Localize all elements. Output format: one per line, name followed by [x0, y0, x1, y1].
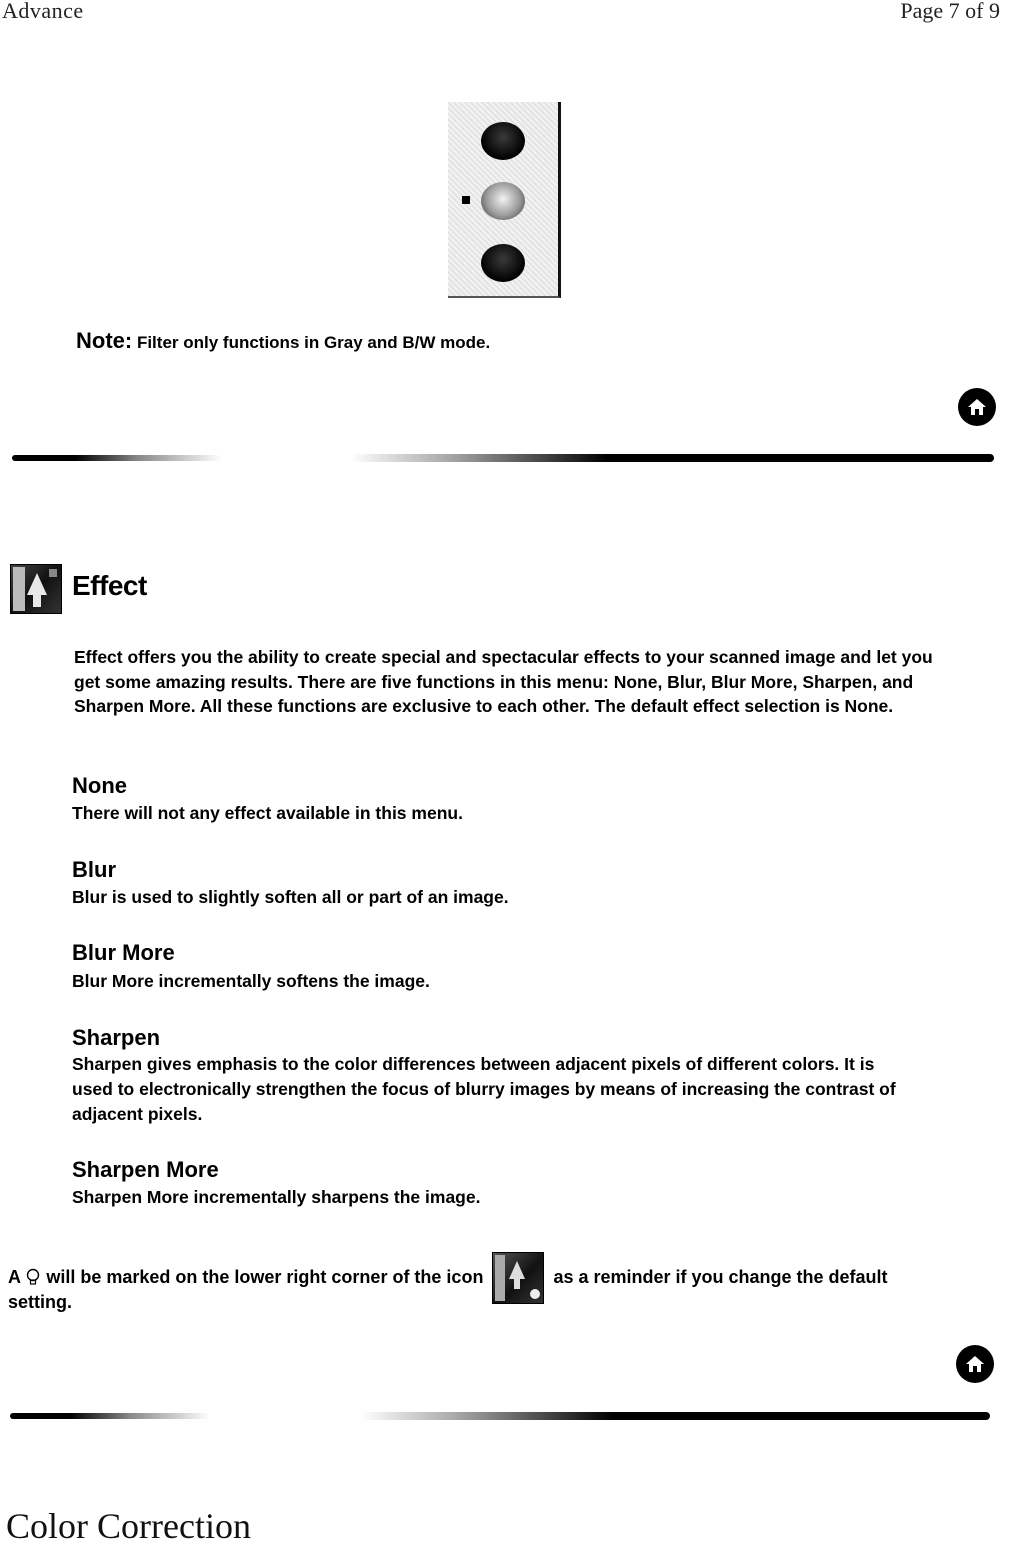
divider-left: [12, 455, 222, 461]
note-label: Note:: [76, 328, 133, 353]
effect-icon: [10, 564, 62, 614]
filter-knob-image: [448, 102, 561, 298]
divider-right: [360, 1412, 990, 1420]
note-text: Filter only functions in Gray and B/W mode.: [136, 333, 491, 352]
heading-sharpen-more: Sharpen More: [72, 1157, 219, 1182]
knob-icon: [481, 182, 525, 220]
home-icon[interactable]: [956, 1345, 994, 1383]
home-glyph-icon: [965, 395, 989, 419]
filter-note: [76, 328, 490, 354]
text-blur: Blur is used to slightly soften all or part of an image.: [72, 887, 509, 907]
divider-left: [10, 1413, 210, 1419]
text-sharpen: Sharpen gives emphasis to the color differences between adjacent pixels of different colors. It is used to electronically strengthen the focus of blurry images by means of increasing the contrast of adjacent pixels.: [72, 1054, 896, 1124]
heading-blur-more: Blur More: [72, 940, 175, 965]
home-icon[interactable]: [958, 388, 996, 426]
reminder-text: [8, 1252, 888, 1304]
home-glyph-icon: [963, 1352, 987, 1376]
effect-glyph-icon: [11, 565, 61, 613]
reminder-continued: setting.: [8, 1292, 73, 1312]
header-title: Advance: [2, 0, 84, 23]
lightbulb-icon: [25, 1268, 41, 1286]
effect-intro: Effect offers you the ability to create special and spectacular effects to your scanned image and let you get some amazing results. There are five functions in this menu: None, Blur, Blur More, Sharpen, and Sharpen More. All these functions are exclusive to each other. The default effect selection is None.: [74, 647, 933, 716]
reminder-prefix: A: [8, 1266, 21, 1287]
knob-icon: [481, 244, 525, 282]
heading-blur: Blur: [72, 857, 116, 882]
heading-sharpen: Sharpen: [72, 1025, 161, 1050]
page-number: Page 7 of 9: [900, 0, 1000, 23]
selected-indicator-icon: [462, 196, 470, 204]
knob-icon: [481, 122, 525, 160]
reminder-suffix: as a reminder if you change the default: [553, 1266, 888, 1287]
text-sharpen-more: Sharpen More incrementally sharpens the image.: [72, 1187, 481, 1207]
section-title-effect: Effect: [72, 570, 147, 601]
effect-icon-with-bulb: [492, 1252, 544, 1304]
text-none: There will not any effect available in this menu.: [72, 803, 463, 823]
text-blur-more: Blur More incrementally softens the image.: [72, 971, 430, 991]
section-title-color-correction: Color Correction: [6, 1506, 251, 1546]
heading-none: None: [72, 773, 127, 798]
divider-right: [350, 454, 994, 462]
reminder-middle: will be marked on the lower right corner of the icon: [46, 1266, 484, 1287]
